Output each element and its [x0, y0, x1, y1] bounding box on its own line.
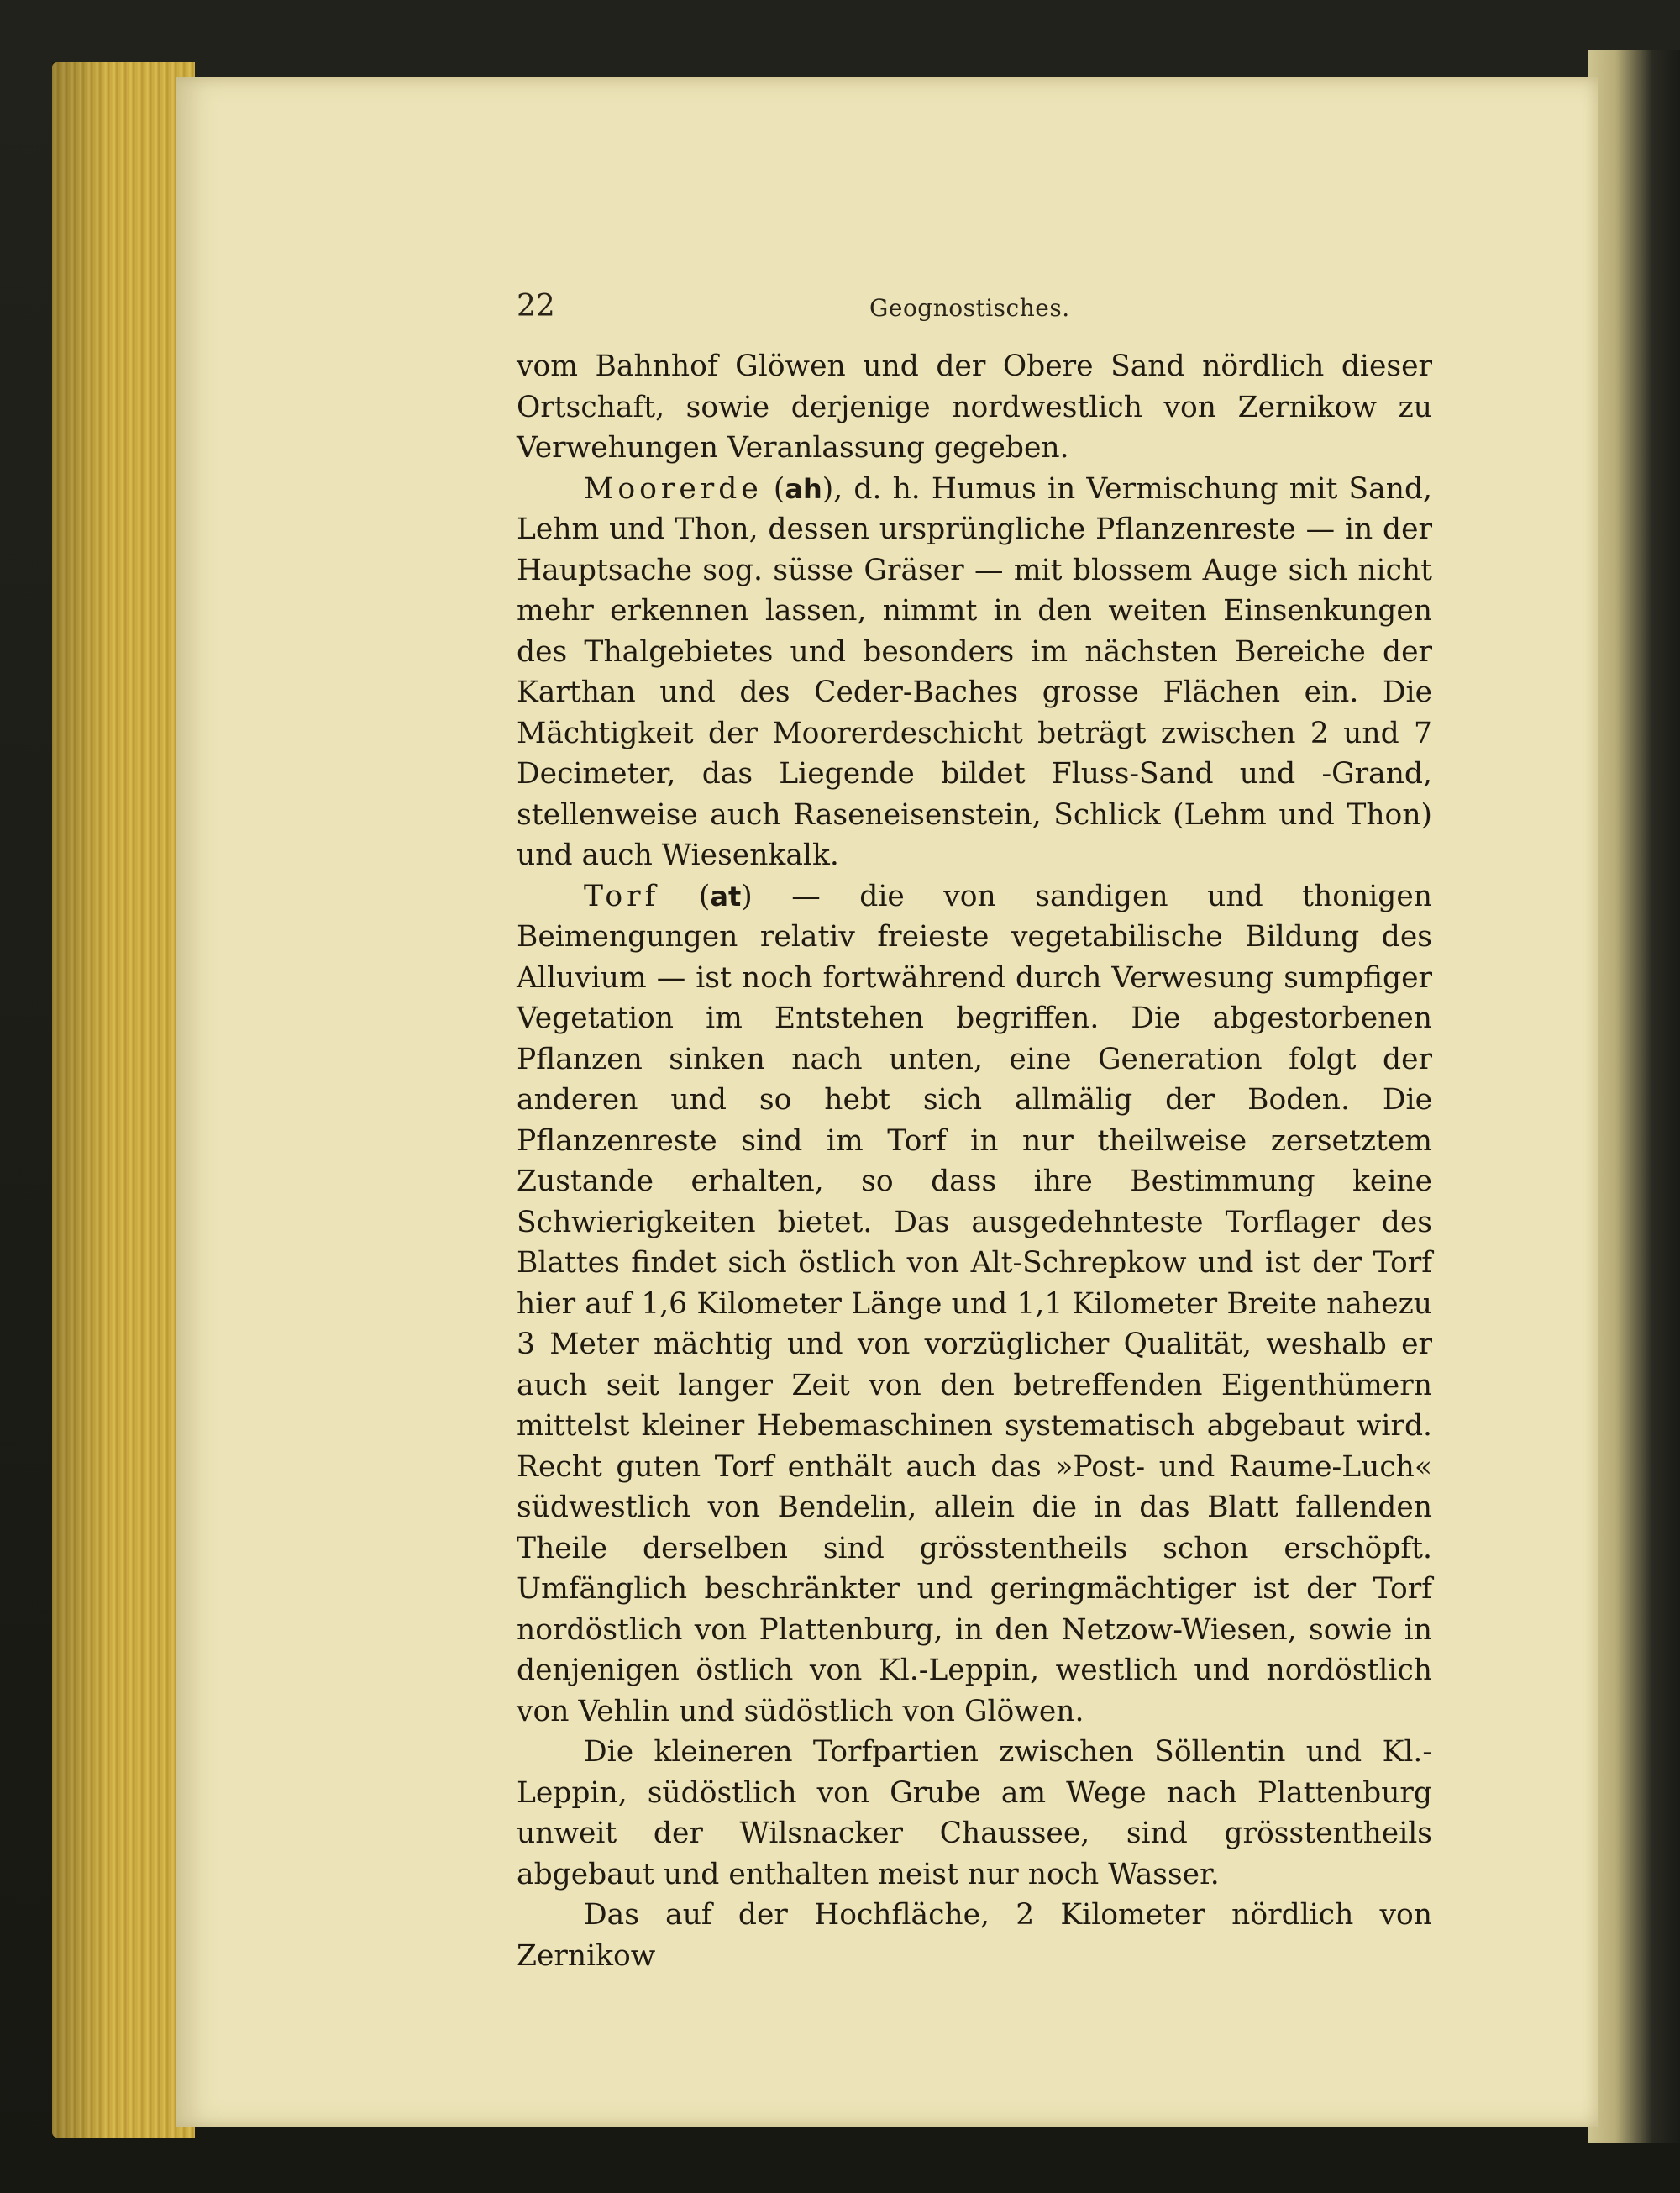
body-text — [517, 346, 1432, 1976]
running-header — [517, 286, 1441, 328]
book-page-edges — [52, 62, 195, 2138]
running-title: Geognostisches. — [869, 294, 1070, 322]
paragraph — [517, 1895, 1432, 1976]
paragraph-text: ( — [762, 471, 785, 506]
paragraph-text: Die kleineren Torfpartien zwischen Söllentin und Kl.-Leppin, südöstlich von Grube am Wege nach Plattenburg unweit der Wilsnacker Chaussee, sind grösstentheils abgebaut und enthalten meist nur noch Wasser. — [517, 1735, 1432, 1891]
paragraph-text: ), d. h. Humus in Vermischung mit Sand, Lehm und Thon, dessen ursprüngliche Pflanzenreste — in der Hauptsache sog. süsse Gräser — mit blossem Auge sich nicht mehr erkennen lassen, nimmt in den weiten Einsenkungen des Thalgebietes und besonders im nächsten Bereiche der Karthan und des Ceder-Baches grosse Flächen ein. Die Mächtigkeit der Moorerdeschicht beträgt zwischen 2 und 7 Decimeter, das Liegende bildet Fluss-Sand und -Grand, stellenweise auch Raseneisenstein, Schlick (Lehm und Thon) und auch Wiesenkalk. — [517, 471, 1432, 872]
term-moorerde: Moorerde — [584, 471, 763, 506]
map-symbol-ah: ah — [785, 472, 822, 505]
paragraph — [517, 469, 1432, 876]
paragraph-text: Das auf der Hochfläche, 2 Kilometer nördlich von Zernikow — [517, 1898, 1432, 1973]
paragraph — [517, 1732, 1432, 1895]
book-right-edge — [1588, 50, 1680, 2143]
paragraph — [517, 346, 1432, 469]
map-symbol-at: at — [710, 880, 742, 912]
paragraph-text: ( — [659, 879, 711, 913]
paragraph-text: vom Bahnhof Glöwen und der Obere Sand nördlich dieser Ortschaft, sowie derjenige nordwestlich von Zernikow zu Verwehungen Veranlassung gegeben. — [517, 350, 1432, 465]
term-torf: Torf — [584, 879, 660, 913]
page-number: 22 — [517, 289, 555, 323]
paragraph-text: ) — die von sandigen und thonigen Beimengungen relativ freieste vegetabilische Bildung des Alluvium — ist noch fortwährend durch Verwesung sumpfiger Vegetation im Entstehen begriffen. Die abgestorbenen Pflanzen sinken nach unten, eine Generation folgt der anderen und so hebt sich allmälig der Boden. Die Pflanzenreste sind im Torf in nur theilweise zersetztem Zustande erhalten, so dass ihre Bestimmung keine Schwierigkeiten bietet. Das ausgedehnteste Torflager des Blattes findet sich östlich von Alt-Schrepkow und ist der Torf hier auf 1,6 Kilometer Länge und 1,1 Kilometer Breite nahezu 3 Meter mächtig und von vorzüglicher Qualität, weshalb er auch seit langer Zeit von den betreffenden Eigenthümern mittelst kleiner Hebemaschinen systematisch abgebaut wird. Recht guten Torf enthält auch das »Post- und Raume-Luch« südwestlich von Bendelin, allein die in das Blatt fallenden Theile derselben sind grösstentheils schon erschöpft. Umfänglich beschränkter und geringmächtiger ist der Torf nordöstlich von Plattenburg, in den Netzow-Wiesen, sowie in denjenigen östlich von Kl.-Leppin, westlich und nordöstlich von Vehlin und südöstlich von Glöwen. — [517, 879, 1432, 1728]
paragraph — [517, 876, 1432, 1733]
